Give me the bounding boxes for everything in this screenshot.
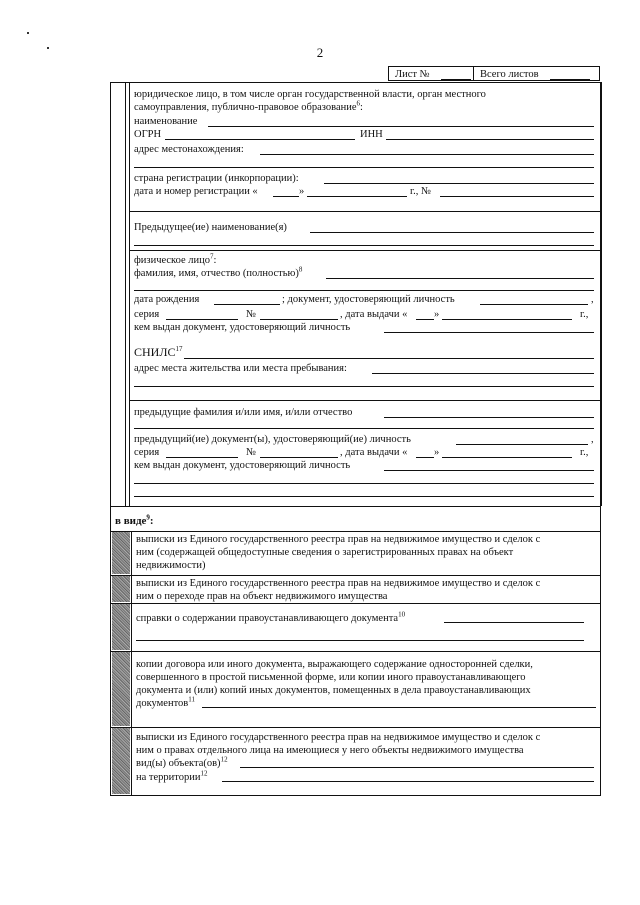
prev-issue-date-label: , дата выдачи «: [340, 447, 408, 458]
prev-number-label: №: [246, 447, 257, 458]
in-form-label: в виде$^9$:: [115, 513, 154, 527]
prev-year-suffix: г.,: [580, 447, 589, 458]
prev-issue-quote: »: [434, 447, 440, 458]
prev-name-field[interactable]: [310, 232, 594, 233]
residence-field[interactable]: [372, 373, 594, 374]
prev-issue-day-field[interactable]: [416, 457, 434, 458]
total-sheets-box: [474, 66, 600, 81]
issue-month-year-field[interactable]: [442, 319, 572, 320]
option5-object-field[interactable]: [240, 767, 594, 768]
prev-number-field[interactable]: [260, 457, 338, 458]
dob-field[interactable]: [214, 304, 280, 305]
fio-field-2[interactable]: [134, 290, 594, 291]
prev-name-field-2[interactable]: [134, 245, 594, 246]
address-field-2[interactable]: [134, 167, 594, 168]
prev-issued-by-field-3[interactable]: [134, 496, 594, 497]
sheet-number-box: [388, 66, 474, 81]
address-field[interactable]: [260, 154, 594, 155]
ogrn-field[interactable]: [165, 139, 355, 140]
option2-checkbox[interactable]: [112, 576, 130, 602]
scan-mark: [27, 32, 29, 34]
legal-intro-line2: самоуправления, публично-правовое образование$^6$:: [134, 99, 363, 113]
option3-line1: справки о содержании правоустанавливающего документа$^{10}$: [136, 610, 406, 624]
option4-field[interactable]: [202, 707, 596, 708]
address-label: адрес местонахождения:: [134, 144, 244, 155]
prev-names-label: предыдущие фамилия и/или имя, и/или отчество: [134, 407, 353, 418]
fio-field[interactable]: [326, 278, 594, 279]
prev-series-field[interactable]: [166, 457, 238, 458]
issued-by-label: кем выдан документ, удостоверяющий личность: [134, 322, 351, 333]
reg-number-field[interactable]: [440, 196, 594, 197]
id-doc-field[interactable]: [480, 304, 588, 305]
option5-line1: выписки из Единого государственного реестра прав на недвижимое имущество и сделок с: [136, 732, 541, 743]
registration-label: дата и номер регистрации «: [134, 186, 258, 197]
comma: ,: [591, 294, 594, 305]
left-column-divider: [125, 82, 126, 506]
issued-by-field[interactable]: [384, 332, 594, 333]
option5-territory-field[interactable]: [222, 781, 594, 782]
option4-line3: документа и (или) копий иных документов, помещенных в дела правоустанавливающих: [136, 685, 531, 696]
prev-issue-month-year-field[interactable]: [442, 457, 572, 458]
name-field[interactable]: [208, 126, 594, 127]
option4-line2: совершенного в простой письменной форме, или копии иного правоустанавливающего: [136, 672, 526, 683]
reg-day-field[interactable]: [273, 196, 299, 197]
number-label: №: [246, 309, 257, 320]
issue-date-label: , дата выдачи «: [340, 309, 408, 320]
option3-field[interactable]: [444, 622, 584, 623]
option1-checkbox[interactable]: [112, 532, 130, 574]
series-label: серия: [134, 309, 160, 320]
residence-label: адрес места жительства или места пребывания:: [134, 363, 347, 374]
prev-docs-field[interactable]: [456, 444, 588, 445]
option4-checkbox[interactable]: [112, 652, 130, 726]
ogrn-label: ОГРН: [134, 129, 162, 140]
dob-label: дата рождения: [134, 294, 200, 305]
option1-line3: недвижимости): [136, 560, 206, 571]
option1-line1: выписки из Единого государственного реестра прав на недвижимое имущество и сделок с: [136, 534, 541, 545]
option4-line1: копии договора или иного документа, выражающего содержание односторонней сделки,: [136, 659, 533, 670]
id-doc-label: ; документ, удостоверяющий личность: [282, 294, 455, 305]
series-field[interactable]: [166, 319, 238, 320]
prev-names-field[interactable]: [384, 417, 594, 418]
option1-line2: ним (содержащей общедоступные сведения о зарегистрированных правах на объект: [136, 547, 514, 558]
inn-field[interactable]: [386, 139, 594, 140]
page-number: 2: [316, 45, 324, 60]
issue-day-field[interactable]: [416, 319, 434, 320]
snils-label: СНИЛС$^{17}$: [134, 345, 183, 359]
option4-line4: документов$^{11}$: [136, 695, 195, 709]
reg-quote: »: [299, 186, 305, 197]
prev-docs-label: предыдущий(ие) документ(ы), удостоверяющий(ие) личность: [134, 434, 411, 445]
comma: ,: [591, 434, 594, 445]
total-sheets-label: Всего листов: [480, 69, 539, 80]
issue-quote: »: [434, 309, 440, 320]
snils-field[interactable]: [184, 358, 594, 359]
prev-series-label: серия: [134, 447, 160, 458]
option5-checkbox[interactable]: [112, 728, 130, 794]
country-label: страна регистрации (инкорпорации):: [134, 173, 299, 184]
country-field[interactable]: [324, 183, 594, 184]
name-label: наименование: [134, 116, 198, 127]
prev-name-label: Предыдущее(ие) наименование(я): [134, 222, 287, 233]
prev-issued-by-field-2[interactable]: [134, 483, 594, 484]
option2-line2: ним о переходе прав на объект недвижимого имущества: [136, 591, 388, 602]
option5-line4: на территории$^{12}$: [136, 769, 208, 783]
number-field[interactable]: [260, 319, 338, 320]
legal-intro-line1: юридическое лицо, в том числе орган государственной власти, орган местного: [134, 89, 486, 100]
sheet-number-label: Лист №: [395, 69, 430, 80]
inn-label: ИНН: [360, 129, 383, 140]
residence-field-2[interactable]: [134, 386, 594, 387]
option3-checkbox[interactable]: [112, 604, 130, 650]
prev-issued-by-label: кем выдан документ, удостоверяющий личность: [134, 460, 351, 471]
option3-field-2[interactable]: [136, 640, 584, 641]
year-suffix: г.,: [580, 309, 589, 320]
fio-label: фамилия, имя, отчество (полностью)$^8$: [134, 265, 303, 279]
prev-issued-by-field[interactable]: [384, 470, 594, 471]
inner-column-divider: [129, 82, 130, 506]
option5-line3: вид(ы) объекта(ов)$^{12}$: [136, 755, 228, 769]
option2-line1: выписки из Единого государственного реестра прав на недвижимое имущество и сделок с: [136, 578, 541, 589]
person-title: физическое лицо$^7$:: [134, 252, 217, 266]
option5-line2: ним о правах отдельного лица на имеющиеся у него объекты недвижимого имущества: [136, 745, 524, 756]
reg-month-year-field[interactable]: [307, 196, 407, 197]
reg-year-label: г., №: [410, 186, 432, 197]
prev-names-field-2[interactable]: [134, 428, 594, 429]
